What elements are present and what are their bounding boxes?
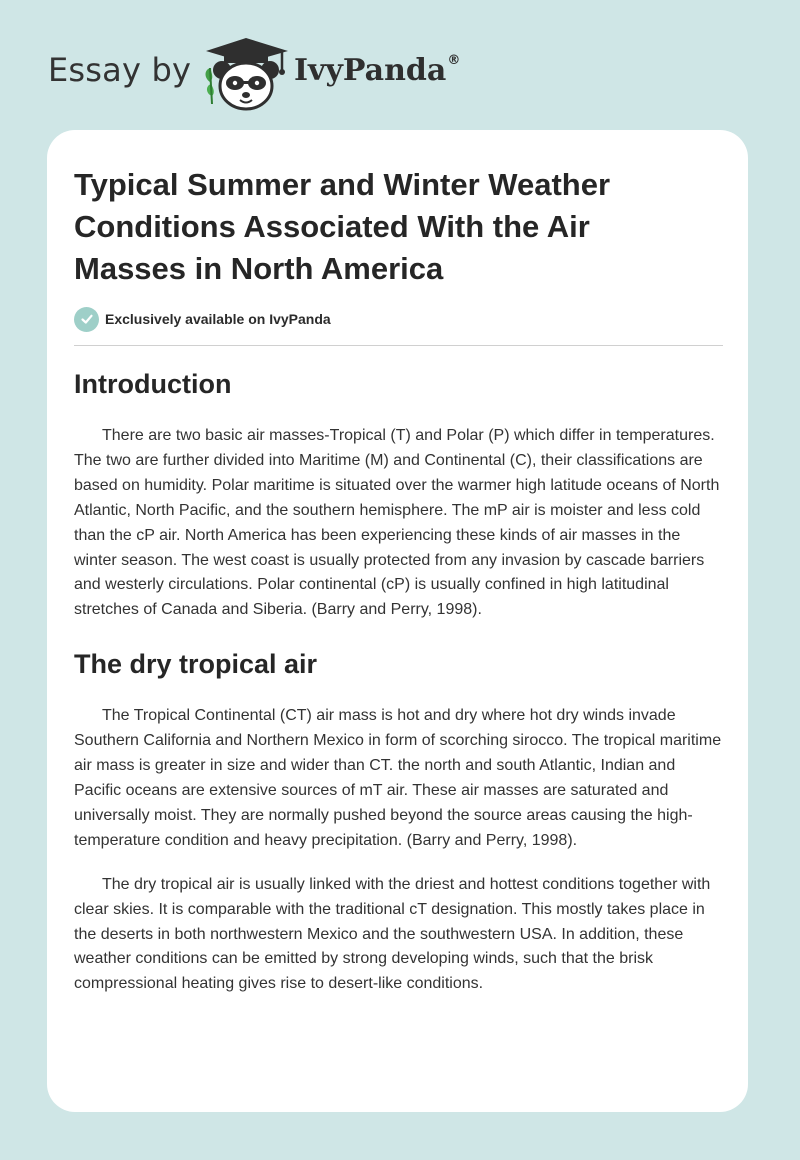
brand-name: IvyPanda® [294,53,461,88]
section-dry-tropical-air [74,642,724,997]
brand-prefix: Essay by [48,51,192,89]
article-card [47,130,748,1112]
panda-mascot-icon [200,34,292,114]
article-body [74,362,724,997]
paragraph: The dry tropical air is usually linked with the driest and hottest conditions together with clear skies. It is comparable with the traditional cT designation. This mostly takes place in the deserts in both northwestern Mexico and the southwestern USA. In addition, these weather conditions can be emitted by strong developing winds, such that the brisk compressional heating gives rise to desert-like conditions. [74,875,711,993]
check-circle-icon [74,307,99,332]
section-introduction [74,362,724,623]
article-title: Typical Summer and Winter Weather Conditions Associated With the Air Masses in North America [74,167,611,286]
section-heading: The dry tropical air [74,649,318,680]
section-heading: Introduction [74,369,232,399]
divider [74,345,723,346]
exclusive-badge [74,306,331,332]
paragraph: There are two basic air masses-Tropical (T) and Polar (P) which differ in temperatures. The two are further divided into Maritime (M) and Continental (C), their classifications are based on humidity. Polar maritime is situated over the warmer high latitude oceans of North Atlantic, North Pacific, and the southern hemisphere. The mP air is moister and less cold than the cP air. North America has been experiencing these kinds of air masses in the winter season. The west coast is usually protected from any invasion by cascade barriers and westerly circulations. Polar continental (cP) is usually confined in high latitudinal stretches of Canada and Siberia. (Barry and Perry, 1998). [74,427,720,619]
paragraph: The Tropical Continental (CT) air mass is hot and dry where hot dry winds invade Southern California and Northern Mexico in form of scorching sirocco. The tropical maritime air mass is greater in size and wider than CT. the north and south Atlantic, Indian and Pacific oceans are extensive sources of mT air. These air masses are saturated and universally moist. They are normally pushed beyond the source areas causing the high-temperature condition and heavy precipitation. (Barry and Perry, 1998). [74,707,722,849]
exclusive-label: Exclusively available on IvyPanda [105,311,331,327]
brand-logo[interactable] [48,34,468,114]
